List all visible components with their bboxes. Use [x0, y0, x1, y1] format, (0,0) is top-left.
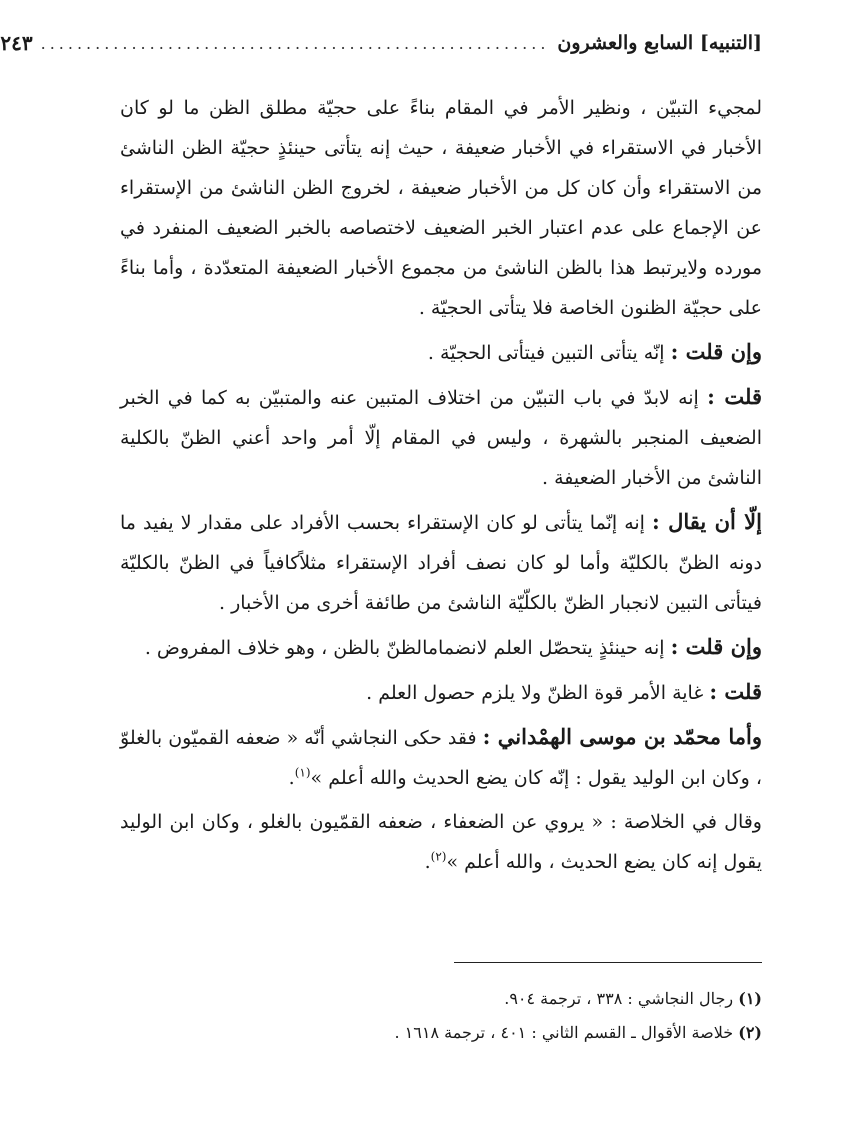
footnote-text: رجال النجاشي : ٣٣٨ ، ترجمة ٩٠٤. [504, 989, 734, 1008]
paragraph-text: إنّه يتأتى التبين فيتأتى الحجيّة . [427, 342, 671, 364]
paragraph-7: وأما محمّد بن موسى الهمْداني : فقد حكى النجاشي أنّه « ضعفه القميّون بالغلوّ ، وكان ابن الوليد يقول : إنّه كان يضع الحديث والله أعلم »$^{(١)}$. [120, 724, 762, 789]
paragraph-text: إنه لابدّ في باب التبيّن من اختلاف المتبين عنه والمتبيّن به كما في الخبر الضعيف المنجبر بالشهرة ، وليس في المقام إلّا أمر واحد أعني الظنّ بالكلية الناشئ من الأخبار الضعيفة . [120, 387, 762, 489]
footnote-ref-1[interactable]: (١) [294, 765, 311, 780]
paragraph-text: فقد حكى النجاشي أنّه « ضعفه القميّون بالغلوّ ، وكان ابن الوليد يقول : إنّه كان يضع الحديث والله أعلم » [120, 727, 762, 789]
leader-dots: ........................................................ [40, 33, 550, 53]
paragraph-lead: إلّا أن يقال : [652, 509, 762, 534]
paragraph-5 [120, 627, 762, 668]
paragraph-8: وقال في الخلاصة : « يروي عن الضعفاء ، ضعفه القمّيون بالغلو ، وكان ابن الوليد يقول إنه كان يضع الحديث ، والله أعلم »$^{(٢)}$. [120, 811, 762, 873]
paragraph-text: غاية الأمر قوة الظنّ ولا يلزم حصول العلم . [366, 682, 710, 704]
paragraph-6 [120, 672, 762, 713]
paragraph-1 [120, 88, 762, 328]
paragraph-3 [120, 377, 762, 498]
running-header [0, 26, 762, 60]
paragraph-lead: وإن قلت : [670, 634, 762, 659]
paragraph-lead: قلت : [707, 384, 762, 409]
footnote-text: خلاصة الأقوال ـ القسم الثاني : ٤٠١ ، ترجمة ١٦١٨ . [394, 1023, 734, 1042]
footnote-2 [120, 1016, 762, 1050]
paragraph-lead: قلت : [709, 679, 762, 704]
footnote-number: (٢) [738, 1023, 762, 1042]
paragraph-text: إنه حينئذٍ يتحصّل العلم لانضمامالظنّ بالظن ، وهو خلاف المفروض . [144, 637, 671, 659]
paragraph-lead: وأما محمّد بن موسى الهمْداني : [482, 724, 762, 749]
footnote-1 [120, 982, 762, 1016]
paragraph-text: إنه إنّما يتأتى لو كان الإستقراء بحسب الأفراد على مقدار لا يفيد ما دونه الظنّ بالكليّة وأما لو كان نصف أفراد الإستقراء مثلاًكافياً في الظنّ بالكليّة فيتأتى التبين لانجبار الظنّ بالكلّيّة الناشئ من طائفة أخرى من الأخبار . [120, 512, 762, 614]
paragraph-2 [120, 332, 762, 373]
paragraph-lead: وإن قلت : [670, 339, 762, 364]
paragraph-text: لمجيء التبيّن ، ونظير الأمر في المقام بناءً على حجيّة مطلق الظن ما لو كان الأخبار في الاستقراء في الأخبار ضعيفة ، حيث إنه يتأتى حينئذٍ حجيّة الظن الناشئ من الاستقراء وأن كان كل من الأخبار ضعيفة ، لخروج الظن الناشئ من الإستقراء عن الإجماع على عدم اعتبار الخبر الضعيف لاختصاصه بالخبر الضعيف المنفرد في مورده ولايرتبط هذا بالظن الناشئ من مجموع الأخبار الضعيفة المتعدّدة ، وأما بناءً على حجيّة الظنون الخاصة فلا يتأتى الحجيّة . [120, 97, 762, 319]
footnote-number: (١) [738, 989, 762, 1008]
body-text [120, 88, 762, 886]
footnote-divider [454, 962, 762, 963]
page-number: ٢٤٣ [0, 31, 33, 55]
paragraph-text: وقال في الخلاصة : « يروي عن الضعفاء ، ضعفه القمّيون بالغلو ، وكان ابن الوليد يقول إنه كان يضع الحديث ، والله أعلم » [120, 811, 762, 873]
paragraph-4 [120, 502, 762, 623]
footnote-ref-2[interactable]: (٢) [430, 849, 447, 864]
running-title: [التنبيه] السابع والعشرون [557, 32, 762, 54]
footnotes [120, 982, 762, 1050]
